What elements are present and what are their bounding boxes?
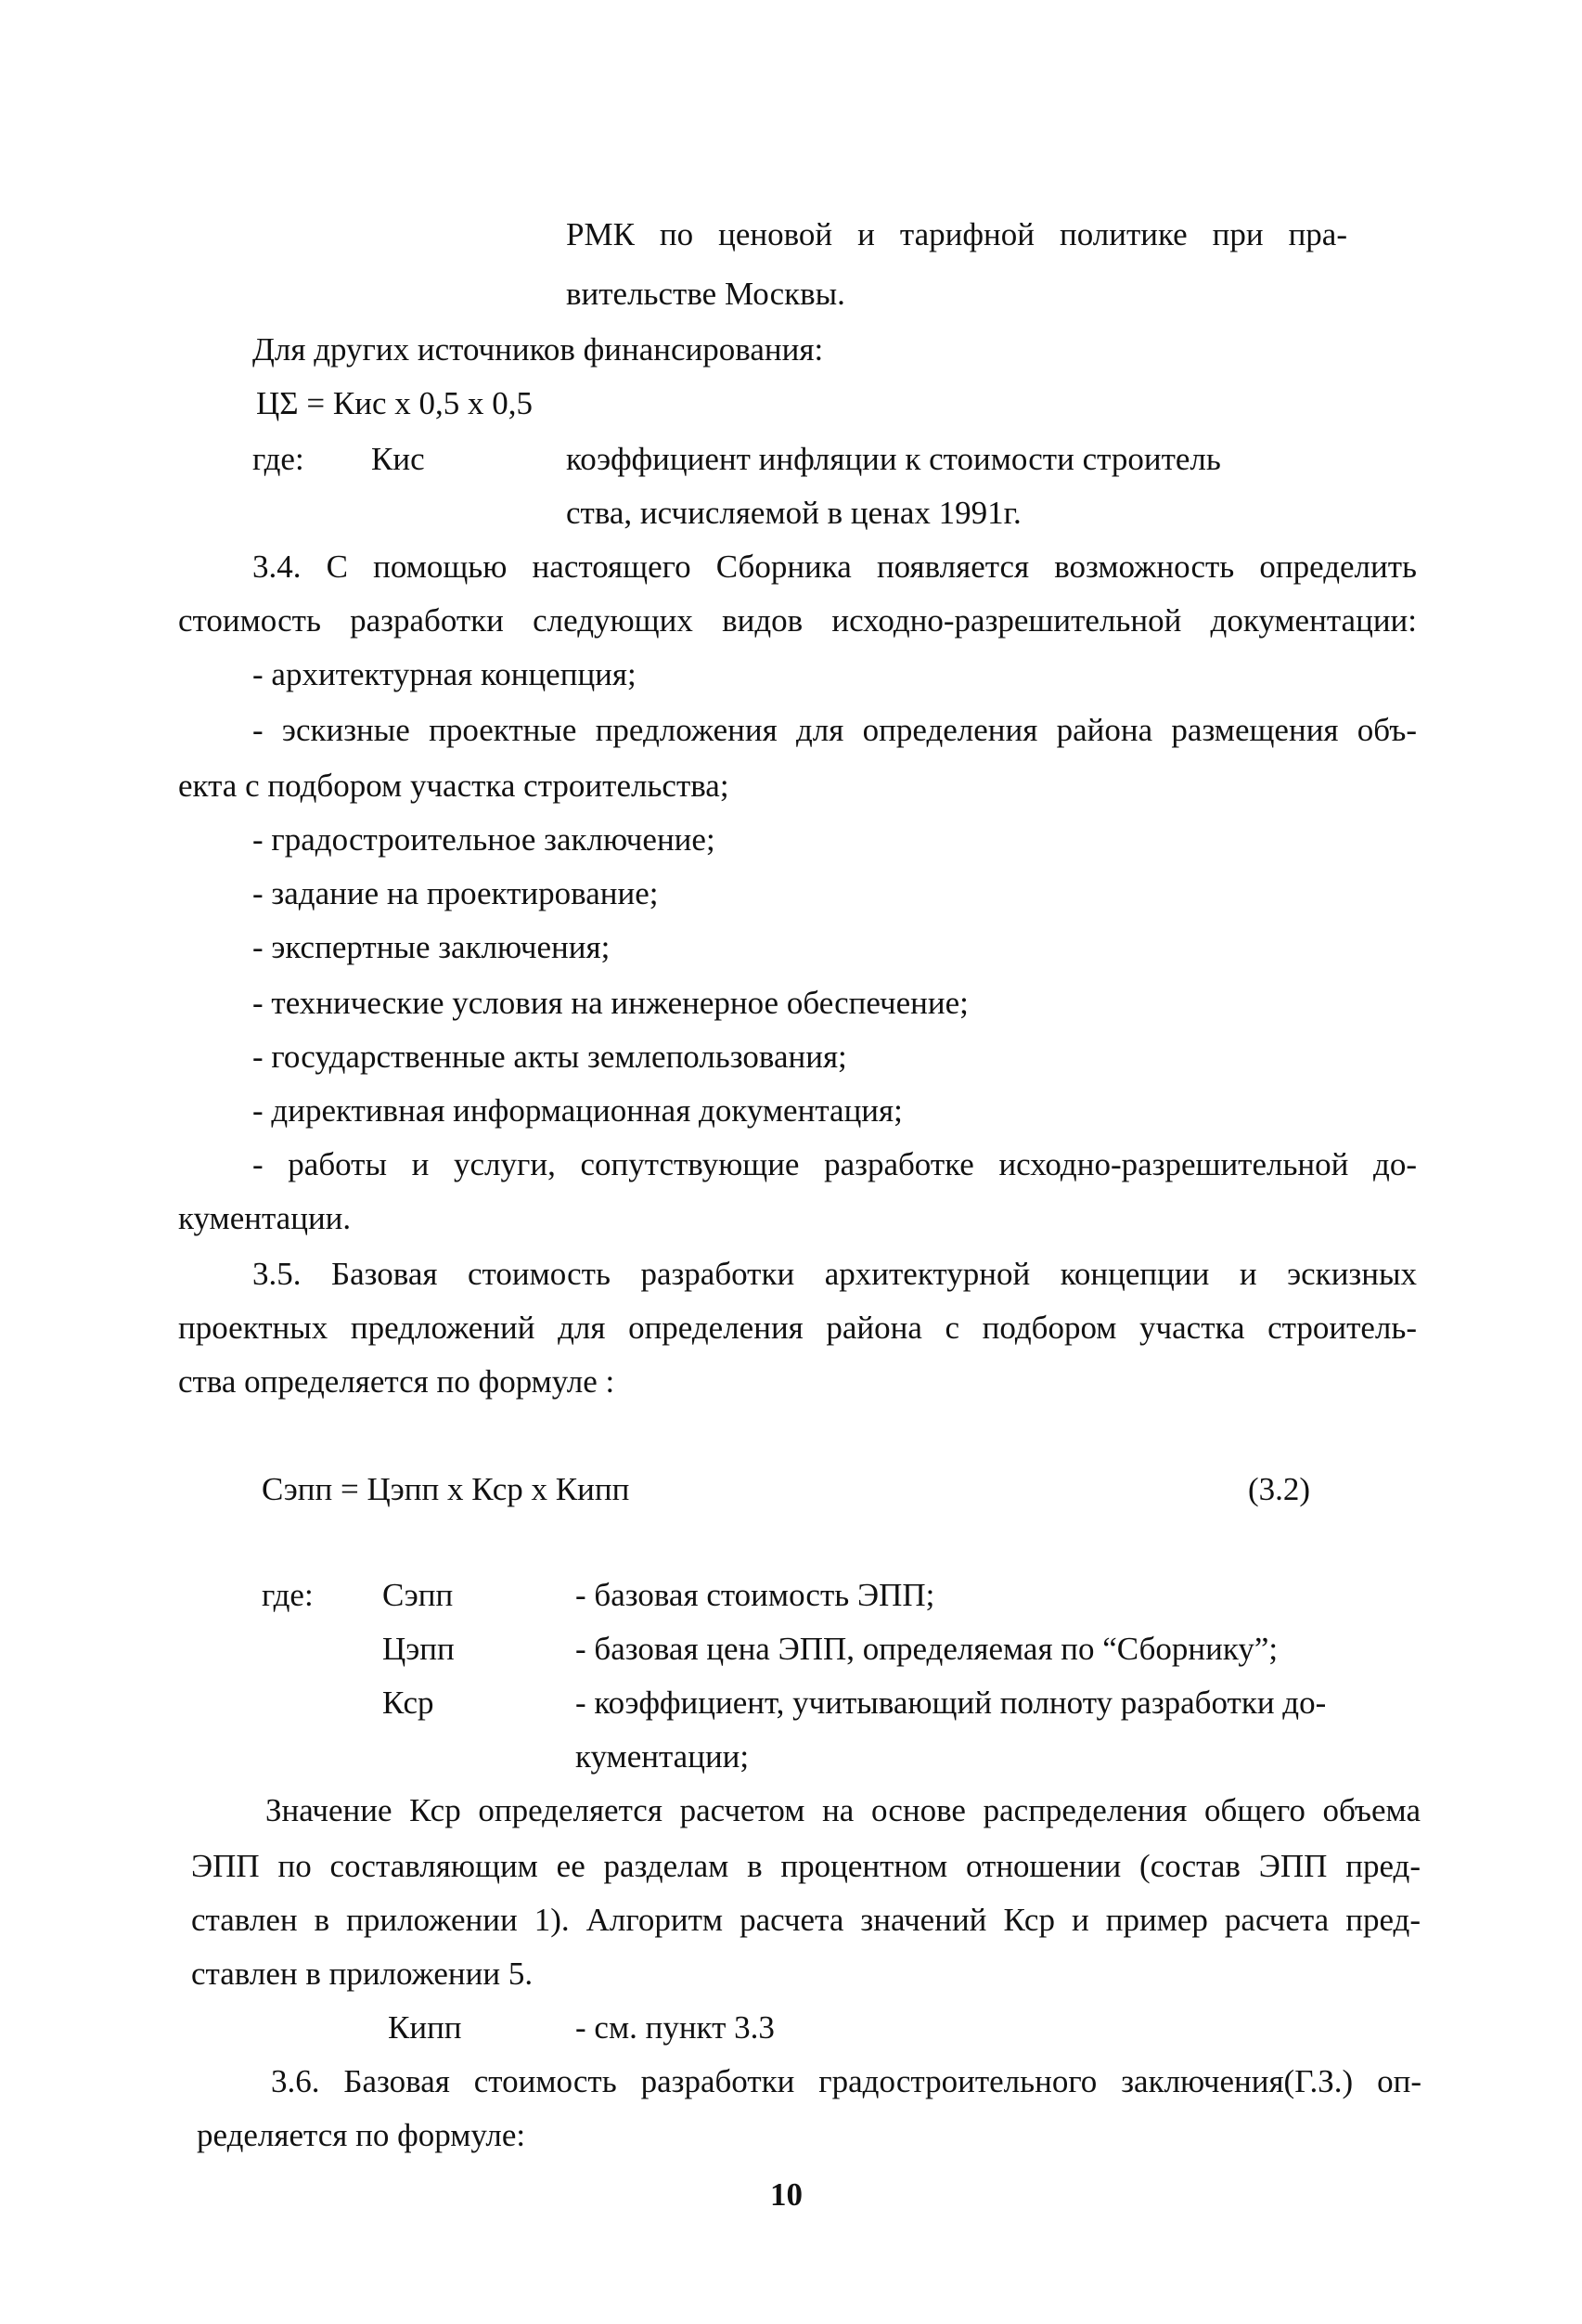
other-sources-heading: Для других источников финансирования: xyxy=(252,331,824,368)
rmk-line-2: вительстве Москвы. xyxy=(566,276,845,312)
list-item: - работы и услуги, сопутствующие разработке исходно-разрешительной до- xyxy=(252,1146,1417,1182)
def-symbol: Цэпп xyxy=(382,1631,455,1667)
def-symbol: Кср xyxy=(382,1685,434,1721)
section-3-4-line-2: стоимость разработки следующих видов исходно-разрешительной документации: xyxy=(178,602,1417,639)
list-item: - государственные акты землепользования; xyxy=(252,1039,847,1075)
list-item: - эскизные проектные предложения для определения района размещения объ- xyxy=(252,712,1417,748)
def-symbol: Сэпп xyxy=(382,1577,454,1613)
where-label-1: где: xyxy=(252,441,304,477)
section-3-5-line-1: 3.5. Базовая стоимость разработки архитектурной концепции и эскизных xyxy=(252,1256,1417,1292)
ksr-note-line-4: ставлен в приложении 5. xyxy=(191,1956,534,1992)
ksr-note-line-2: ЭПП по составляющим ее разделам в процентном отношении (состав ЭПП пред- xyxy=(191,1848,1421,1884)
section-3-6-line-1: 3.6. Базовая стоимость разработки градостроительного заключения(Г.З.) оп- xyxy=(271,2063,1421,2099)
inflation-formula: ЦΣ = Кис х 0,5 х 0,5 xyxy=(256,385,533,421)
list-item: - задание на проектирование; xyxy=(252,875,659,911)
list-item: - градостроительное заключение; xyxy=(252,821,715,858)
section-3-5-line-3: ства определяется по формуле : xyxy=(178,1363,615,1400)
kis-description-line-1: коэффициент инфляции к стоимости строитель xyxy=(566,441,1221,477)
section-3-5-line-2: проектных предложений для определения района с подбором участка строитель- xyxy=(178,1310,1417,1346)
ksr-note-line-3: ставлен в приложении 1). Алгоритм расчета значений Кср и пример расчета пред- xyxy=(191,1902,1421,1938)
rmk-line-1: РМК по ценовой и тарифной политике при пра- xyxy=(566,216,1347,252)
kis-symbol: Кис xyxy=(371,441,425,477)
list-item-continuation: кументации. xyxy=(178,1200,352,1236)
kipp-symbol: Кипп xyxy=(388,2009,462,2046)
list-item: - директивная информационная документация; xyxy=(252,1092,903,1129)
kis-description-line-2: ства, исчисляемой в ценах 1991г. xyxy=(566,495,1022,531)
section-3-4-line-1: 3.4. С помощью настоящего Сборника появляется возможность определить xyxy=(252,549,1417,585)
list-item: - экспертные заключения; xyxy=(252,929,611,965)
formula-number: (3.2) xyxy=(1248,1471,1311,1507)
where-label-2: где: xyxy=(262,1577,314,1613)
def-description: - базовая цена ЭПП, определяемая по “Сборнику”; xyxy=(575,1631,1279,1667)
epp-formula: Сэпп = Цэпп х Кср х Кипп xyxy=(262,1471,630,1507)
list-item: - архитектурная концепция; xyxy=(252,656,637,692)
page-number: 10 xyxy=(770,2176,803,2213)
def-continuation: кументации; xyxy=(575,1738,750,1775)
kipp-description: - см. пункт 3.3 xyxy=(575,2009,775,2046)
def-description: - базовая стоимость ЭПП; xyxy=(575,1577,935,1613)
list-item: - технические условия на инженерное обеспечение; xyxy=(252,985,969,1021)
ksr-note-line-1: Значение Кср определяется расчетом на основе распределения общего объема xyxy=(265,1792,1421,1828)
section-3-6-line-2: ределяется по формуле: xyxy=(197,2117,526,2153)
def-description: - коэффициент, учитывающий полноту разработки до- xyxy=(575,1685,1327,1721)
list-item-continuation: екта с подбором участка строительства; xyxy=(178,768,729,804)
